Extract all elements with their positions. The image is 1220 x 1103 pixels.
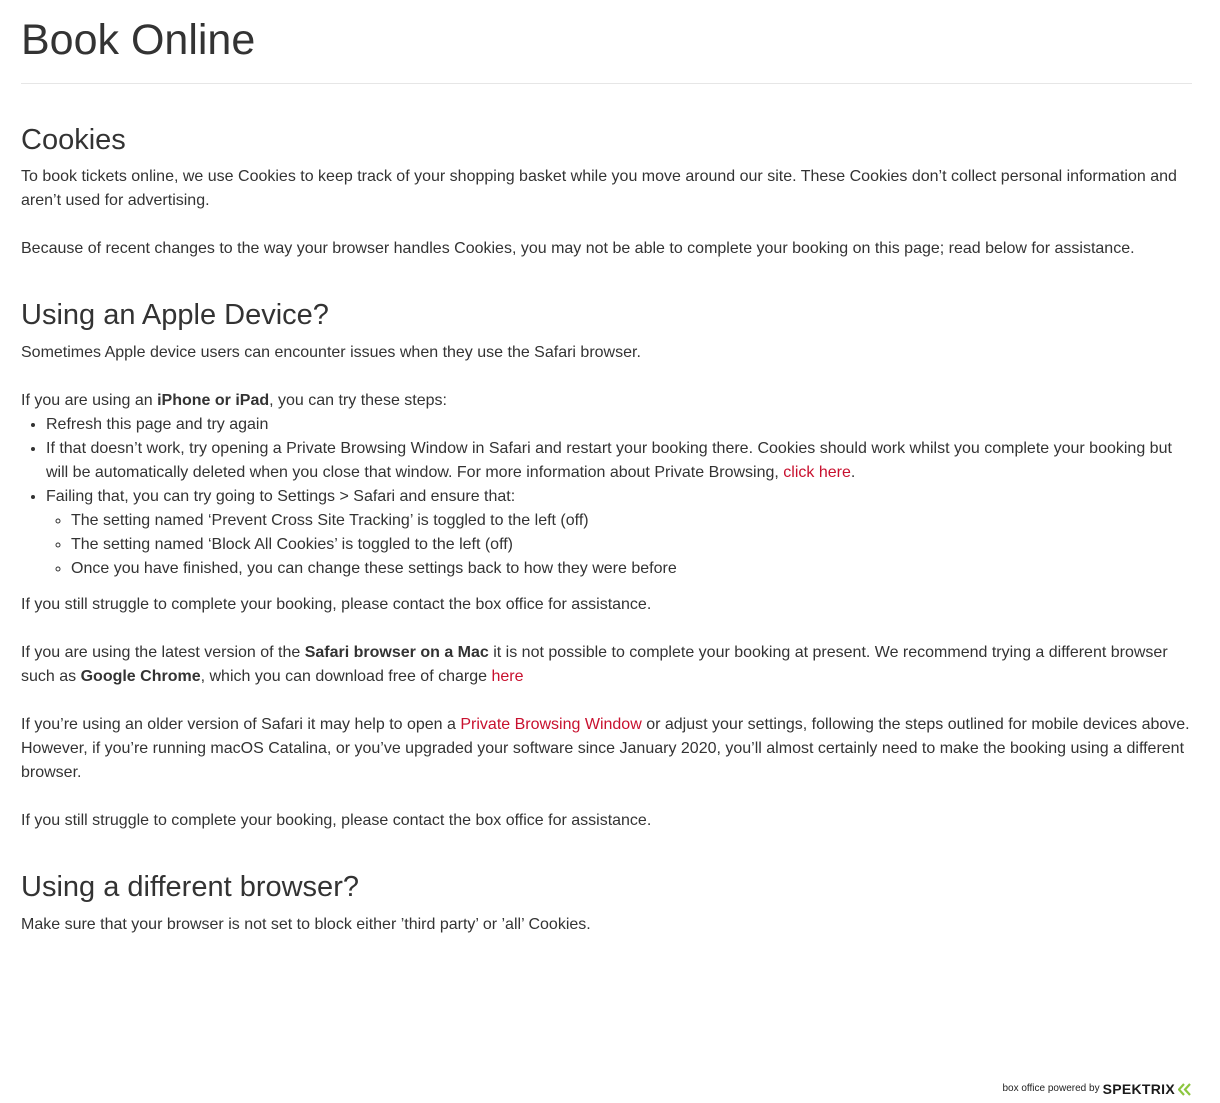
struggle-paragraph-1: If you still struggle to complete your booking, please contact the box office for assistance. [21, 596, 652, 613]
spektrix-chevrons-icon [1178, 1083, 1192, 1096]
page-content [21, 0, 1192, 937]
older-pre: If you’re using an older version of Safari it may help to open a [21, 716, 461, 733]
page-title: Book Online [21, 16, 256, 64]
mac-paragraph [21, 641, 1192, 689]
different-browser-paragraph: Make sure that your browser is not set to block either ’third party’ or ’all’ Cookies. [21, 916, 591, 933]
list-item: • Refresh this page and try again [46, 413, 1192, 437]
apple-heading: Using an Apple Device? [21, 299, 329, 331]
struggle-paragraph-2: If you still struggle to complete your booking, please contact the box office for assistance. [21, 812, 652, 829]
step-3-text: Failing that, you can try going to Settings > Safari and ensure that: [46, 488, 516, 505]
older-post: or adjust your settings, following the steps outlined for mobile devices above. However, if you’re running macOS Catalina, or you’ve upgraded your software since January 2020, you’ll almost certainly need to make the booking using a different browser. [21, 716, 1190, 781]
powered-by-text: box office powered by [1002, 1083, 1100, 1094]
cookies-heading: Cookies [21, 124, 126, 156]
mac-pre: If you are using the latest version of the [21, 644, 305, 661]
chrome-download-link[interactable]: here [491, 668, 524, 685]
list-item [46, 437, 1192, 485]
iphone-steps-list [21, 413, 1192, 581]
mac-mid: it is not possible to complete your booking at present. We recommend trying a different browser such as [21, 644, 1168, 685]
spektrix-brand: SPEKTRIX [1102, 1081, 1175, 1097]
cookies-paragraph-2: Because of recent changes to the way your browser handles Cookies, you may not be able to complete your booking on this page; read below for assistance. [21, 240, 1135, 257]
different-browser-heading: Using a different browser? [21, 871, 359, 903]
list-item: ◦ The setting named ‘Prevent Cross Site Tracking’ is toggled to the left (off) [71, 509, 1192, 533]
iphone-intro-post: , you can try these steps: [269, 392, 447, 409]
list-item: ◦ Once you have finished, you can change these settings back to how they were before [71, 557, 1192, 581]
private-browsing-window-link[interactable]: Private Browsing Window [460, 716, 642, 733]
mac-bold: Safari browser on a Mac [304, 644, 489, 661]
list-item: ◦ The setting named ‘Block All Cookies’ is toggled to the left (off) [71, 533, 1192, 557]
settings-sub-list [46, 509, 1192, 581]
step-2-end: . [850, 464, 856, 481]
powered-by-footer[interactable] [1002, 1082, 1192, 1096]
list-item [46, 485, 1192, 581]
apple-intro: Sometimes Apple device users can encounter issues when they use the Safari browser. [21, 344, 641, 361]
step-2-text: If that doesn’t work, try opening a Private Browsing Window in Safari and restart your booking there. Cookies should work whilst you complete your booking but will be automatically deleted when you close that window. For more information about Private Browsing, [46, 440, 1172, 481]
private-browsing-click-here-link[interactable]: click here [783, 464, 851, 481]
iphone-intro [21, 389, 1192, 413]
iphone-intro-pre: If you are using an [21, 392, 158, 409]
mac-post: , which you can download free of charge [200, 668, 492, 685]
mac-bold-2: Google Chrome [80, 668, 201, 685]
older-safari-paragraph [21, 713, 1192, 785]
iphone-intro-bold: iPhone or iPad [157, 392, 270, 409]
cookies-paragraph-1: To book tickets online, we use Cookies to keep track of your shopping basket while you move around our site. These Cookies don’t collect personal information and aren’t used for advertising. [21, 168, 1177, 209]
